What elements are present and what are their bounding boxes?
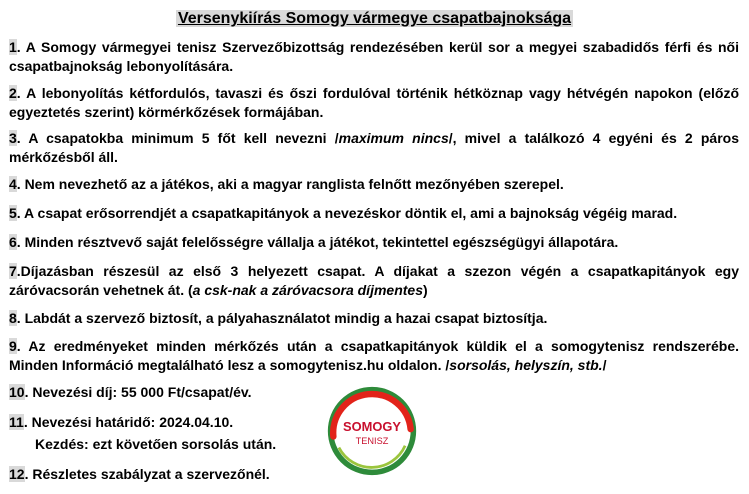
item-10: 10. Nevezési díj: 55 000 Ft/csapat/év. (9, 384, 252, 400)
document-title: Versenykiírás Somogy vármegye csapatbajnoksága (177, 10, 572, 27)
item-5: 5. A csapat erősorrendjét a csapatkapitányok a nevezéskor döntik el, ami a bajnokság végéig marad. (9, 205, 678, 221)
item-12: 12. Részletes szabályzat a szervezőnél. (9, 466, 270, 482)
somogy-tenisz-logo (326, 385, 418, 477)
start-line: Kezdés: ezt követően sorsolás után. (35, 436, 277, 452)
item-9: 9. Az eredményeket minden mérkőzés után a csapatkapitányok küldik el a somogytenisz rendszerébe. Minden Információ megtalálható lesz a somogytenisz.hu oldalon. /sorsolás, helyszín, stb./ (9, 338, 739, 373)
logo-text-tenisz: TENISZ (355, 435, 389, 446)
item-2: 2. A lebonyolítás kétfordulós, tavaszi és őszi fordulóval történik hétköznap vagy hétvégén napokon (előző egyeztetés szerint) körmérkőzések formájában. (9, 85, 739, 120)
item-11: 11. Nevezési határidő: 2024.04.10. (9, 414, 234, 430)
item-4: 4. Nem nevezhető az a játékos, aki a magyar ranglista felnőtt mezőnyében szerepel. (9, 176, 564, 192)
logo-text-somogy: SOMOGY (343, 419, 401, 434)
item-8: 8. Labdát a szervező biztosít, a pályahasználatot mindig a hazai csapat biztosítja. (9, 310, 548, 326)
item-3: 3. A csapatokba minimum 5 főt kell nevezni /maximum nincs/, mivel a találkozó 4 egyéni és 2 páros mérkőzésből áll. (9, 130, 739, 165)
item-1: 1. A Somogy vármegyei tenisz Szervezőbizottság rendezésében kerül sor a megyei szabadidős férfi és női csapatbajnokság lebonyolítására. (9, 39, 739, 74)
item-7: 7.Díjazásban részesül az első 3 helyezett csapat. A díjakat a szezon végén a csapatkapitányok egy záróvacsorán vehetnek át. (a csk-nak a záróvacsora díjmentes) (9, 263, 739, 298)
item-6: 6. Minden résztvevő saját felelősségre vállalja a játékot, tekintettel egészségügyi állapotára. (9, 234, 619, 250)
